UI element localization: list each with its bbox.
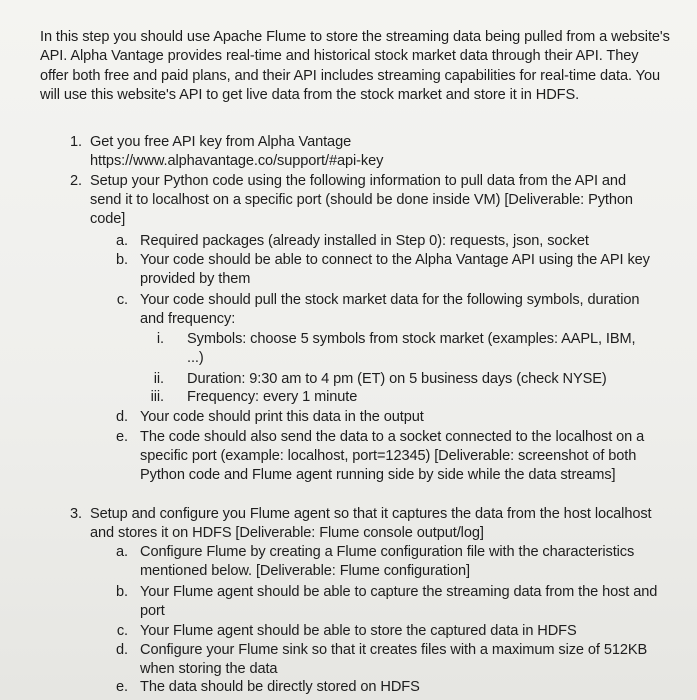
item-text: Required packages (already installed in Step 0): requests, json, socket: [140, 233, 589, 249]
item-text: Configure your Flume sink so that it creates files with a maximum size of 512KB when storing the data: [140, 642, 648, 677]
intro-paragraph: In this step you should use Apache Flume to store the streaming data being pulled from a website's API. Alpha Vantage provides real-time and historical stock market data through their API. They offer both free and paid plans, and their API includes streaming capabilities for real-time data. You will use this website's API to get live data from the stock market and store it in HDFS.: [40, 29, 670, 104]
subitem-text: Symbols: choose 5 symbols from stock market (examples: AAPL, IBM, ...): [187, 331, 636, 366]
item-letter: e.: [116, 429, 128, 445]
step-text: Setup and configure you Flume agent so that it captures the data from the host localhost and stores it on HDFS [Deliverable: Flume console output/log]: [90, 506, 652, 541]
subitem-numeral: ii.: [153, 371, 164, 387]
item-letter: d.: [116, 409, 128, 425]
step-text: Get you free API key from Alpha Vantage: [90, 134, 352, 150]
subitem-text: Duration: 9:30 am to 4 pm (ET) on 5 business days (check NYSE): [187, 371, 607, 387]
item-text: Your code should be able to connect to the Alpha Vantage API using the API key provided by them: [140, 252, 650, 287]
item-text: Your Flume agent should be able to capture the streaming data from the host and port: [140, 584, 658, 619]
item-letter: b.: [116, 252, 128, 268]
item-letter: e.: [116, 679, 128, 695]
item-text: The code should also send the data to a socket connected to the localhost on a specific port (example: localhost, port=12345) [Deliverable: screenshot of both Python code and Flume agent running side by side while the data streams]: [140, 429, 645, 483]
item-letter: c.: [116, 292, 128, 308]
step-number: 3.: [70, 506, 82, 522]
item-text: Your code should pull the stock market data for the following symbols, duration and frequency:: [140, 292, 640, 327]
item-text: The data should be directly stored on HDFS: [140, 679, 420, 695]
item-letter: a.: [116, 544, 128, 560]
step-number: 2.: [70, 173, 82, 189]
item-letter: b.: [116, 584, 128, 600]
item-letter: d.: [116, 642, 128, 658]
item-text: Your Flume agent should be able to store the captured data in HDFS: [140, 623, 577, 639]
item-letter: a.: [116, 233, 128, 249]
subitem-numeral: i.: [156, 331, 164, 347]
item-text: Configure Flume by creating a Flume configuration file with the characteristics mentioned below. [Deliverable: Flume configuration]: [140, 544, 635, 579]
item-letter: c.: [116, 623, 128, 639]
step-number: 1.: [70, 134, 82, 150]
api-key-url: https://www.alphavantage.co/support/#api-key: [90, 153, 384, 169]
subitem-text: Frequency: every 1 minute: [187, 389, 358, 405]
subitem-numeral: iii.: [150, 389, 164, 405]
item-text: Your code should print this data in the output: [140, 409, 424, 425]
step-text: Setup your Python code using the following information to pull data from the API and send it to localhost on a specific port (should be done inside VM) [Deliverable: Python code]: [90, 173, 633, 227]
